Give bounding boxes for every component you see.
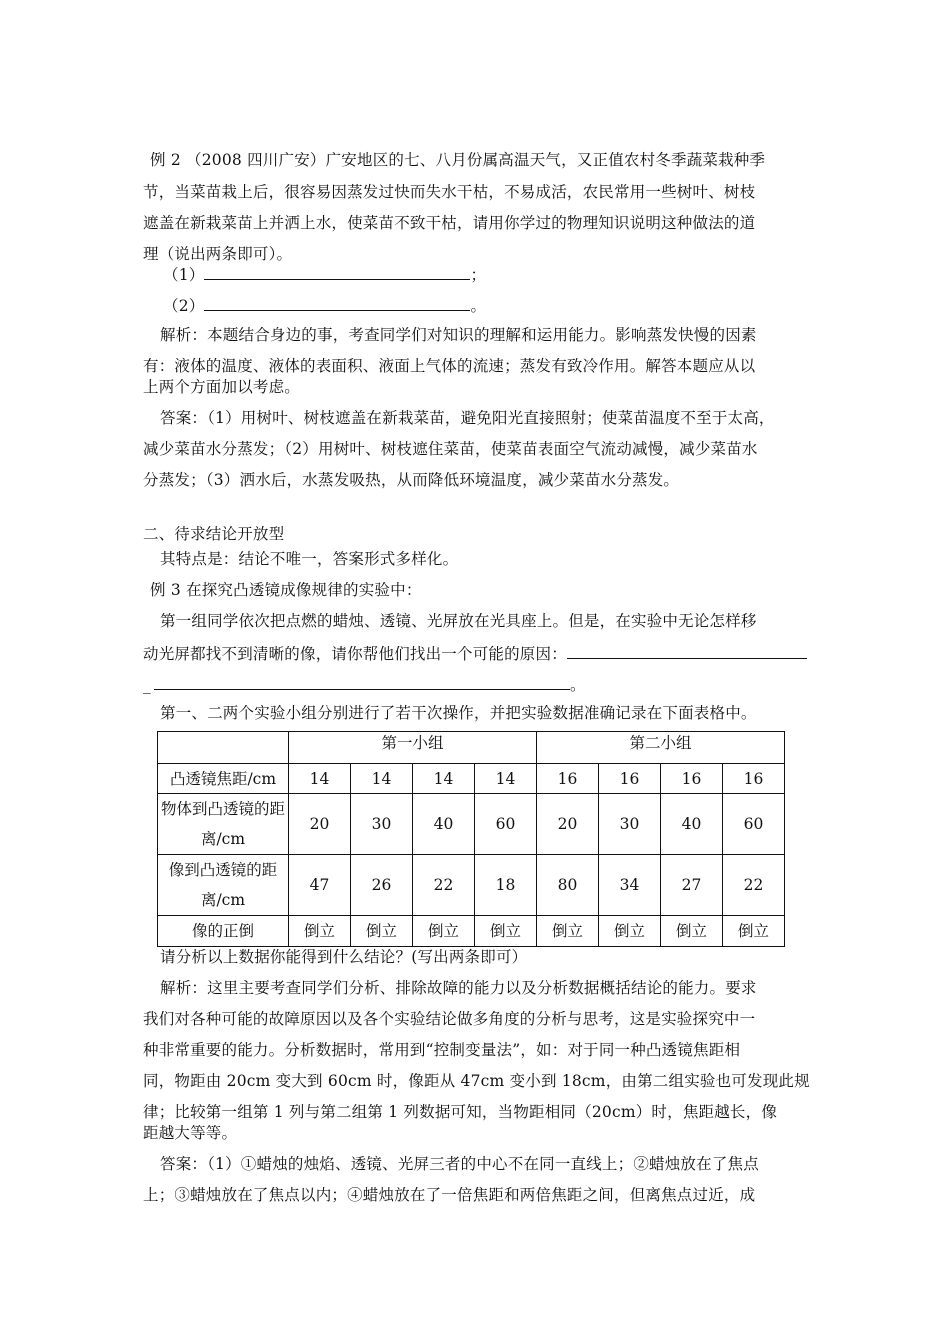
table-cell: 14 [351, 764, 413, 794]
table-cell: 16 [537, 764, 599, 794]
analysis3-line-2: 我们对各种可能的故障原因以及各个实验结论做多角度的分析与思考，这是实验探究中一 [143, 1010, 756, 1028]
analysis3-line-6: 距越大等等。 [143, 1124, 238, 1142]
table-cell: 16 [599, 764, 661, 794]
answer2-line-1: 答案：（1）用树叶、树枝遮盖在新栽菜苗，避免阳光直接照射；使菜苗温度不至于太高， [160, 409, 775, 427]
example3-title: 例 3 在探究凸透镜成像规律的实验中： [150, 581, 422, 599]
table-cell: 22 [413, 855, 475, 916]
table-cell: 14 [475, 764, 537, 794]
answer3-line-1: 答案：（1）①蜡烛的烛焰、透镜、光屏三者的中心不在同一直线上；②蜡烛放在了焦点 [160, 1155, 759, 1173]
table-header-row [158, 732, 785, 764]
table-row [158, 916, 785, 947]
q1-line-3-prefix: _ [143, 676, 151, 694]
table-intro: 第一、二两个实验小组分别进行了若干次操作，并把实验数据准确记录在下面表格中。 [160, 704, 757, 722]
table-cell: 14 [413, 764, 475, 794]
table-cell: 26 [351, 855, 413, 916]
table-cell: 倒立 [351, 916, 413, 947]
blank-2-line[interactable] [204, 294, 470, 311]
analysis2-line-3: 上两个方面加以考虑。 [143, 378, 301, 396]
analysis3-line-1: 解析：这里主要考查同学们分析、排除故障的能力以及分析数据概括结论的能力。要求 [160, 979, 757, 997]
example2-line-1: 例 2 （2008 四川广安）广安地区的七、八月份属高温天气，又正值农村冬季蔬菜栽种季 [150, 151, 766, 169]
table-cell: 60 [723, 794, 785, 855]
example3-q1-line-1: 第一组同学依次把点燃的蜡烛、透镜、光屏放在光具座上。但是，在实验中无论怎样移 [160, 612, 757, 630]
table-cell: 40 [413, 794, 475, 855]
example3-q1-line-2 [143, 642, 807, 664]
table-cell: 47 [289, 855, 351, 916]
table-row [158, 794, 785, 855]
example2-line-3: 遮盖在新栽菜苗上并洒上水，使菜苗不致干枯，请用你学过的物理知识说明这种做法的道 [143, 214, 756, 232]
table-cell: 80 [537, 855, 599, 916]
blank-2-prefix: （2） [163, 297, 205, 315]
blank-1-prefix: （1） [163, 266, 205, 284]
table-cell: 16 [661, 764, 723, 794]
table-corner-cell [158, 732, 289, 764]
q1-line-2-text: 动光屏都找不到清晰的像，请你帮他们找出一个可能的原因： [143, 645, 567, 663]
question-after-table: 请分析以上数据你能得到什么结论？(写出两条即可） [160, 948, 528, 966]
table-row [158, 855, 785, 916]
table-cell: 27 [661, 855, 723, 916]
table-cell: 30 [351, 794, 413, 855]
group1-header: 第一小组 [289, 732, 537, 764]
table-cell: 34 [599, 855, 661, 916]
example2-line-4: 理（说出两条即可）。 [143, 245, 293, 263]
example3-q1-line-3 [143, 673, 586, 695]
answer-blank-2 [163, 294, 486, 316]
analysis3-line-4: 同，物距由 20cm 变大到 60cm 时，像距从 47cm 变小到 18cm，由第二组实验也可发现此规 [143, 1072, 810, 1090]
table-cell: 倒立 [475, 916, 537, 947]
blank-1-line[interactable] [204, 263, 470, 280]
q1-blank-b[interactable] [154, 673, 570, 690]
table-row [158, 764, 785, 794]
answer3-line-2: 上；③蜡烛放在了焦点以内；④蜡烛放在了一倍焦距和两倍焦距之间，但离焦点过近，成 [143, 1186, 756, 1204]
table-cell: 倒立 [723, 916, 785, 947]
analysis2-line-1: 解析：本题结合身边的事，考查同学们对知识的理解和运用能力。影响蒸发快慢的因素 [160, 326, 757, 344]
q1-line-3-suffix: 。 [569, 676, 586, 694]
answer2-line-2: 减少菜苗水分蒸发；（2）用树叶、树枝遮住菜苗，使菜苗表面空气流动减慢，减少菜苗水 [143, 440, 758, 458]
blank-1-suffix: ； [470, 266, 487, 284]
table-cell: 30 [599, 794, 661, 855]
answer-blank-1 [163, 263, 486, 285]
section2-feature: 其特点是：结论不唯一，答案形式多样化。 [160, 550, 459, 568]
table-cell: 14 [289, 764, 351, 794]
analysis3-line-3: 种非常重要的能力。分析数据时，常用到“控制变量法”，如：对于同一种凸透镜焦距相 [143, 1041, 741, 1059]
table-cell: 16 [723, 764, 785, 794]
row-label-object-distance: 物体到凸透镜的距离/cm [158, 794, 289, 855]
blank-2-suffix: 。 [470, 297, 487, 315]
analysis2-line-2: 有：液体的温度、液体的表面积、液面上气体的流速；蒸发有致冷作用。解答本题应从以 [143, 357, 756, 375]
section2-heading: 二、待求结论开放型 [143, 525, 285, 543]
table-cell: 60 [475, 794, 537, 855]
table-cell: 22 [723, 855, 785, 916]
table-cell: 倒立 [661, 916, 723, 947]
row-label-focal-length: 凸透镜焦距/cm [158, 764, 289, 794]
row-label-image-distance: 像到凸透镜的距离/cm [158, 855, 289, 916]
row-label-orientation: 像的正倒 [158, 916, 289, 947]
analysis3-line-5: 律；比较第一组第 1 列与第二组第 1 列数据可知，当物距相同（20cm）时，焦距越长，像 [143, 1103, 778, 1121]
lens-data-table [157, 731, 785, 947]
answer2-line-3: 分蒸发；（3）洒水后，水蒸发吸热，从而降低环境温度，减少菜苗水分蒸发。 [143, 471, 680, 489]
table-cell: 倒立 [599, 916, 661, 947]
q1-blank-a[interactable] [567, 642, 807, 659]
table-cell: 倒立 [537, 916, 599, 947]
table-cell: 20 [289, 794, 351, 855]
table-cell: 20 [537, 794, 599, 855]
table-cell: 40 [661, 794, 723, 855]
table-cell: 倒立 [413, 916, 475, 947]
table-cell: 倒立 [289, 916, 351, 947]
table-cell: 18 [475, 855, 537, 916]
example2-line-2: 节，当菜苗栽上后，很容易因蒸发过快而失水干枯，不易成活，农民常用一些树叶、树枝 [143, 183, 756, 201]
group2-header: 第二小组 [537, 732, 785, 764]
